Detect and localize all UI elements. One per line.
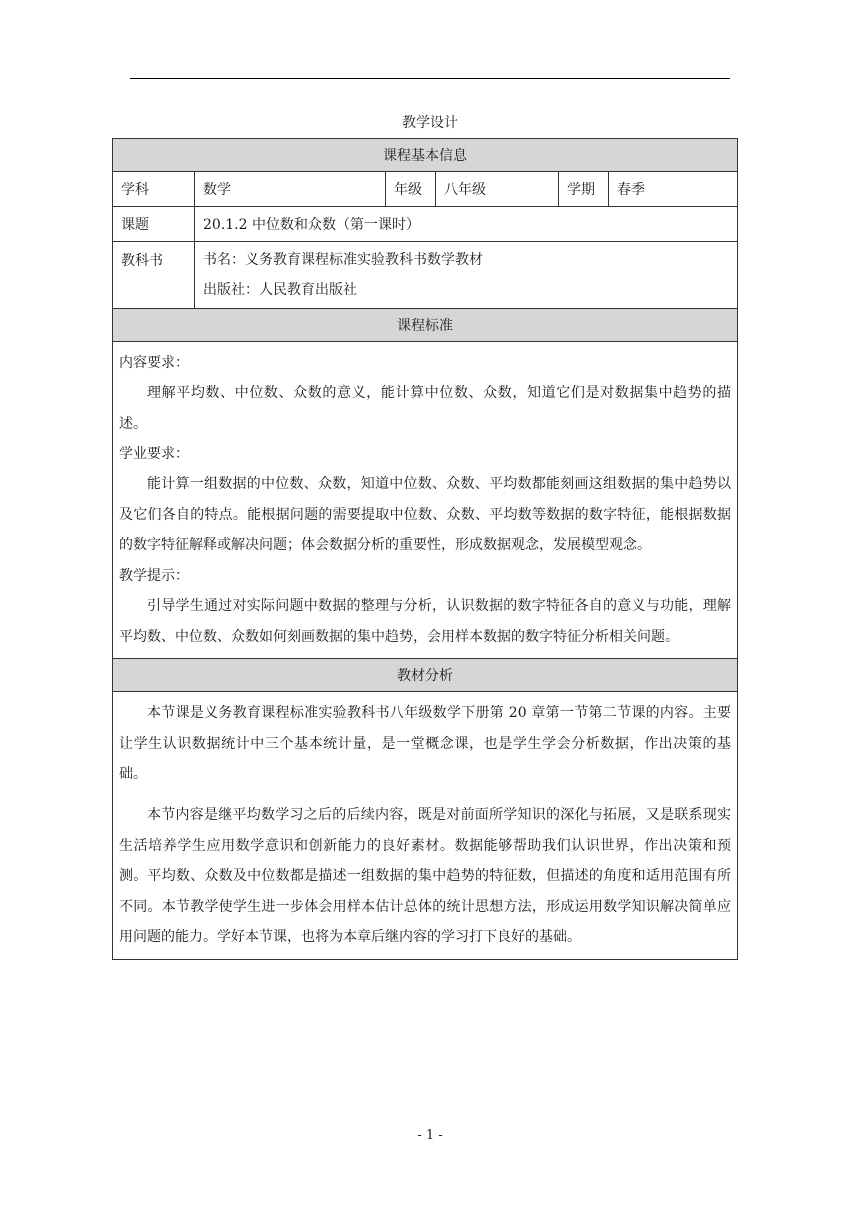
textbook-publisher: 出版社：人民教育出版社	[203, 282, 357, 298]
topic-label: 课题	[113, 207, 195, 242]
content-requirement-text: 理解平均数、中位数、众数的意义，能计算中位数、众数，知道它们是对数据集中趋势的描述。	[119, 385, 732, 432]
lesson-design-table	[112, 138, 738, 960]
grade-label: 年级	[386, 172, 436, 207]
term-label: 学期	[559, 172, 609, 207]
section-header-analysis: 教材分析	[113, 659, 738, 692]
standards-content	[113, 342, 738, 659]
teaching-tip-title: 教学提示：	[119, 567, 189, 584]
textbook-info	[195, 242, 738, 309]
academic-requirement-title: 学业要求：	[119, 446, 189, 463]
content-requirement-title: 内容要求：	[119, 355, 189, 371]
analysis-paragraph-1: 本节课是义务教育课程标准实验教科书八年级数学下册第 20 章第一节第二节课的内容。主要让学生认识数据统计中三个基本统计量，是一堂概念课，也是学生学会分析数据，作出决策的基础。	[119, 705, 732, 783]
term-value: 春季	[609, 172, 738, 207]
subject-label: 学科	[113, 172, 195, 207]
teaching-tip-text: 引导学生通过对实际问题中数据的整理与分析，认识数据的数字特征各自的意义与功能，理解平均数、中位数、众数如何刻画数据的集中趋势，会用样本数据的数字特征分析相关问题。	[119, 597, 732, 645]
section-header-standards: 课程标准	[113, 309, 738, 342]
topic-value: 20.1.2 中位数和众数（第一课时）	[195, 207, 738, 242]
academic-requirement-text: 能计算一组数据的中位数、众数，知道中位数、众数、平均数都能刻画这组数据的集中趋势以及它们各自的特点。能根据问题的需要提取中位数、众数、平均数等数据的数字特征，能根据数据的数字特征解释或解决问题；体会数据分析的重要性，形成数据观念，发展模型观念。	[119, 476, 732, 554]
analysis-paragraph-2: 本节内容是继平均数学习之后的后续内容，既是对前面所学知识的深化与拓展，又是联系现实生活培养学生应用数学意识和创新能力的良好素材。数据能够帮助我们认识世界，作出决策和预测。平均数、众数及中位数都是描述一组数据的集中趋势的特征数，但描述的角度和适用范围有所不同。本节教学使学生进一步体会用样本估计总体的统计思想方法，形成运用数学知识解决简单应用问题的能力。学好本节课，也将为本章后继内容的学习打下良好的基础。	[119, 806, 732, 946]
subject-value: 数学	[195, 172, 386, 207]
textbook-label: 教科书	[113, 242, 195, 309]
grade-value: 八年级	[436, 172, 559, 207]
header-rule	[130, 78, 730, 79]
document-title: 教学设计	[402, 115, 458, 131]
page-number: - 1 -	[417, 1128, 443, 1143]
analysis-content	[113, 692, 738, 960]
section-header-basic-info: 课程基本信息	[113, 139, 738, 172]
textbook-name: 书名：义务教育课程标准实验教科书数学教材	[203, 252, 483, 268]
